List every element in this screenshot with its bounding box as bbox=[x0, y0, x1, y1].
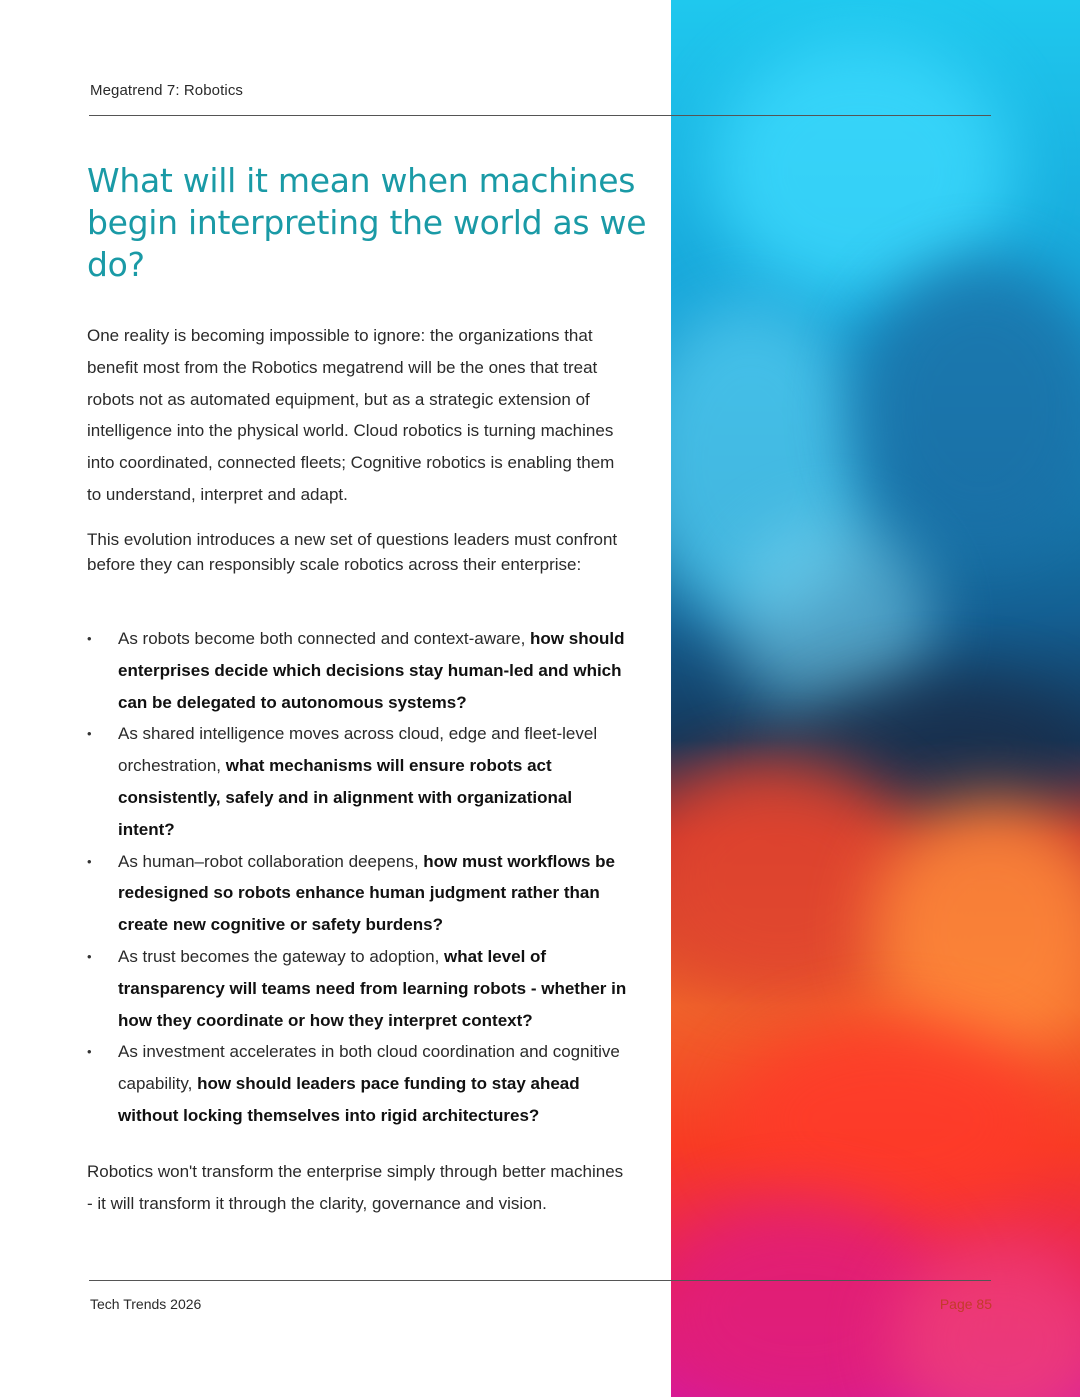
question-lead: As human–robot collaboration deepens, bbox=[118, 851, 424, 871]
question-text: what mechanisms will ensure robots act consistently, safely and in alignment with organizational intent? bbox=[118, 756, 573, 839]
list-item bbox=[87, 623, 632, 718]
question-lead: As shared intelligence moves across cloud, edge and fleet-level orchestration, bbox=[118, 724, 598, 776]
section-header: Megatrend 7: Robotics bbox=[90, 82, 244, 99]
page-number: Page 85 bbox=[939, 1296, 992, 1312]
footer-divider bbox=[89, 1280, 991, 1281]
question-lead: As trust becomes the gateway to adoption, bbox=[118, 946, 445, 966]
abstract-smoke-image bbox=[671, 0, 1080, 1397]
question-text: how should enterprises decide which decisions stay human-led and which can be delegated to autonomous systems? bbox=[118, 629, 625, 712]
bullet-icon: • bbox=[87, 1044, 92, 1060]
header-divider bbox=[89, 115, 991, 116]
page-headline: What will it mean when machines begin interpreting the world as we do? bbox=[87, 161, 647, 284]
bullet-icon: • bbox=[87, 726, 92, 742]
question-text: what level of transparency will teams need from learning robots - whether in how they coordinate or how they interpret context? bbox=[118, 946, 627, 1030]
bullet-icon: • bbox=[87, 853, 92, 869]
list-item bbox=[87, 941, 632, 1036]
bullet-icon: • bbox=[87, 948, 92, 964]
bullet-icon: • bbox=[87, 631, 92, 646]
list-item bbox=[87, 846, 632, 941]
publication-title: Tech Trends 2026 bbox=[90, 1296, 202, 1312]
question-text: how must workflows be redesigned so robots enhance human judgment rather than create new cognitive or safety burdens? bbox=[118, 851, 616, 935]
intro-paragraph: One reality is becoming impossible to ignore: the organizations that benefit most from the Robotics megatrend will be the ones that treat robots not as automated equipment, but as a strategic extension of intelligence into the physical world. Cloud robotics is turning machines into coordinated, connected fleets; Cognitive robotics is enabling them to understand, interpret and adapt. bbox=[87, 326, 615, 504]
closing-paragraph: Robotics won't transform the enterprise simply through better machines - it will transform it through the clarity, governance and vision. bbox=[87, 1162, 624, 1213]
list-item bbox=[87, 718, 632, 845]
question-lead: As investment accelerates in both cloud coordination and cognitive capability, bbox=[118, 1042, 620, 1094]
question-lead: As robots become both connected and context-aware, bbox=[118, 629, 531, 648]
question-list bbox=[87, 623, 632, 1132]
question-text: how should leaders pace funding to stay ahead without locking themselves into rigid architectures? bbox=[118, 1074, 580, 1125]
lead-paragraph: This evolution introduces a new set of questions leaders must confront before they can responsibly scale robotics across their enterprise: bbox=[87, 530, 618, 574]
list-item bbox=[87, 1036, 632, 1131]
